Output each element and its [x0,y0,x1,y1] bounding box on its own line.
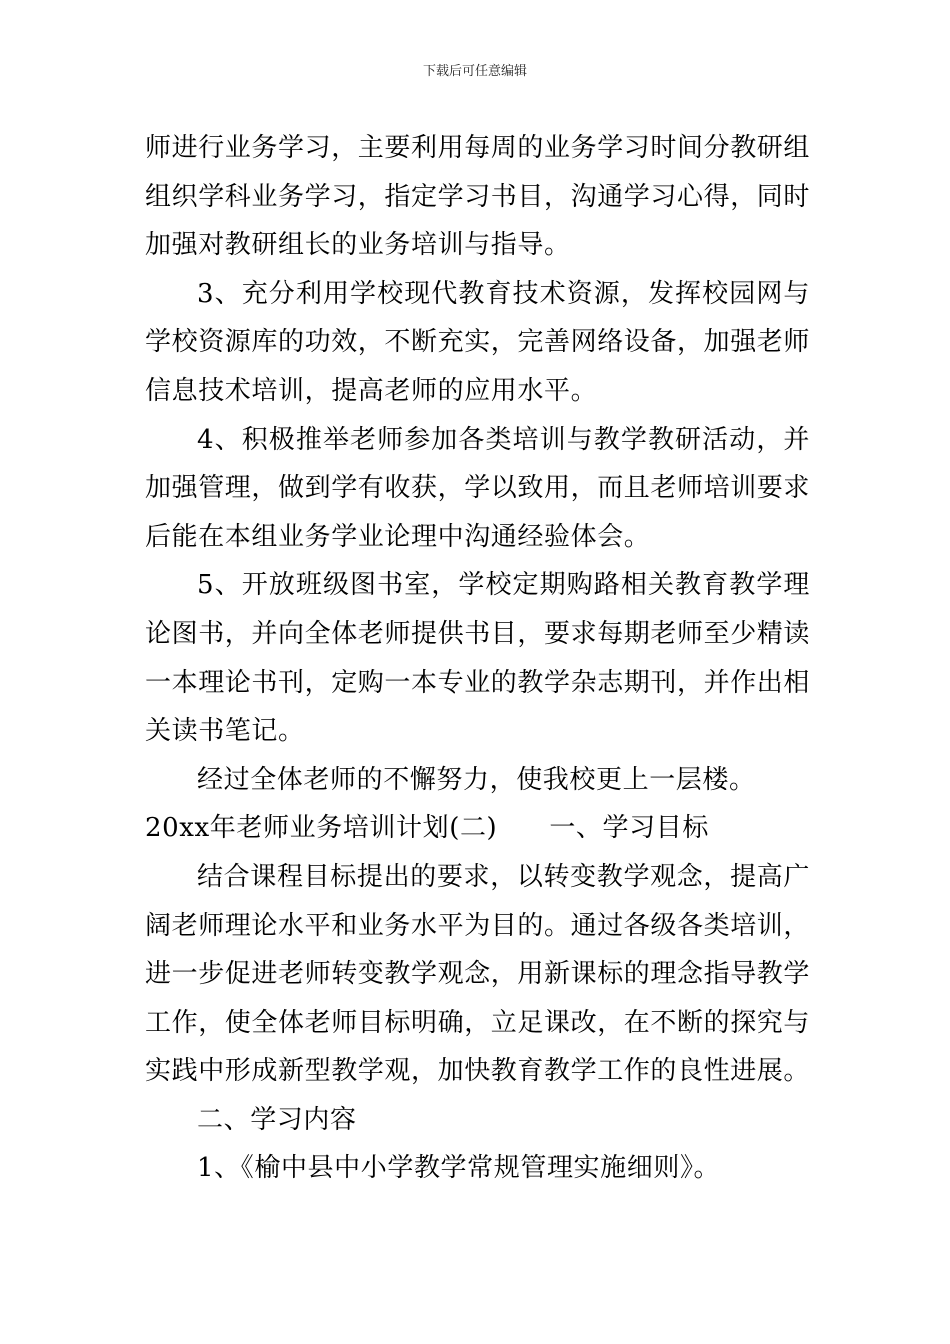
document-body [145,124,810,1193]
paragraph-continuation: 师进行业务学习，主要利用每周的业务学习时间分教研组组织学科业务学习，指定学习书目，沟通学习心得，同时加强对教研组长的业务培训与指导。 [145,133,811,261]
paragraph-item-4: 4、积极推举老师参加各类培训与教学教研活动，并加强管理，做到学有收获，学以致用，而且老师培训要求后能在本组业务学业论理中沟通经验体会。 [145,424,811,552]
paragraph-conclusion: 经过全体老师的不懈努力，使我校更上一层楼。 [197,764,756,795]
paragraph-goals: 结合课程目标提出的要求，以转变教学观念，提高广阔老师理论水平和业务水平为目的。通过各级各类培训，进一步促进老师转变教学观念，用新课标的理念指导教学工作，使全体老师目标明确，立足课改，在不断的探究与实践中形成新型教学观，加快教育教学工作的良性进展。 [145,861,811,1087]
paragraph-item-5: 5、开放班级图书室，学校定期购路相关教育教学理论图书，并向全体老师提供书目，要求每期老师至少精读一本理论书刊，定购一本专业的教学杂志期刊，并作出相关读书笔记。 [145,570,811,747]
paragraph-item-3: 3、充分利用学校现代教育技术资源，发挥校园网与学校资源库的功效，不断充实，完善网络设备，加强老师信息技术培训，提高老师的应用水平。 [145,278,811,406]
plan-title-line [145,804,810,853]
plan-title: 20xx年老师业务培训计划(二) [145,813,498,844]
page-header: 下载后可任意编辑 [422,64,527,79]
section-heading-content: 二、学习内容 [197,1104,357,1135]
section-heading-goals: 一、学习目标 [549,813,709,844]
paragraph-content-item-1: 1、《榆中县中小学教学常规管理实施细则》。 [197,1153,721,1184]
